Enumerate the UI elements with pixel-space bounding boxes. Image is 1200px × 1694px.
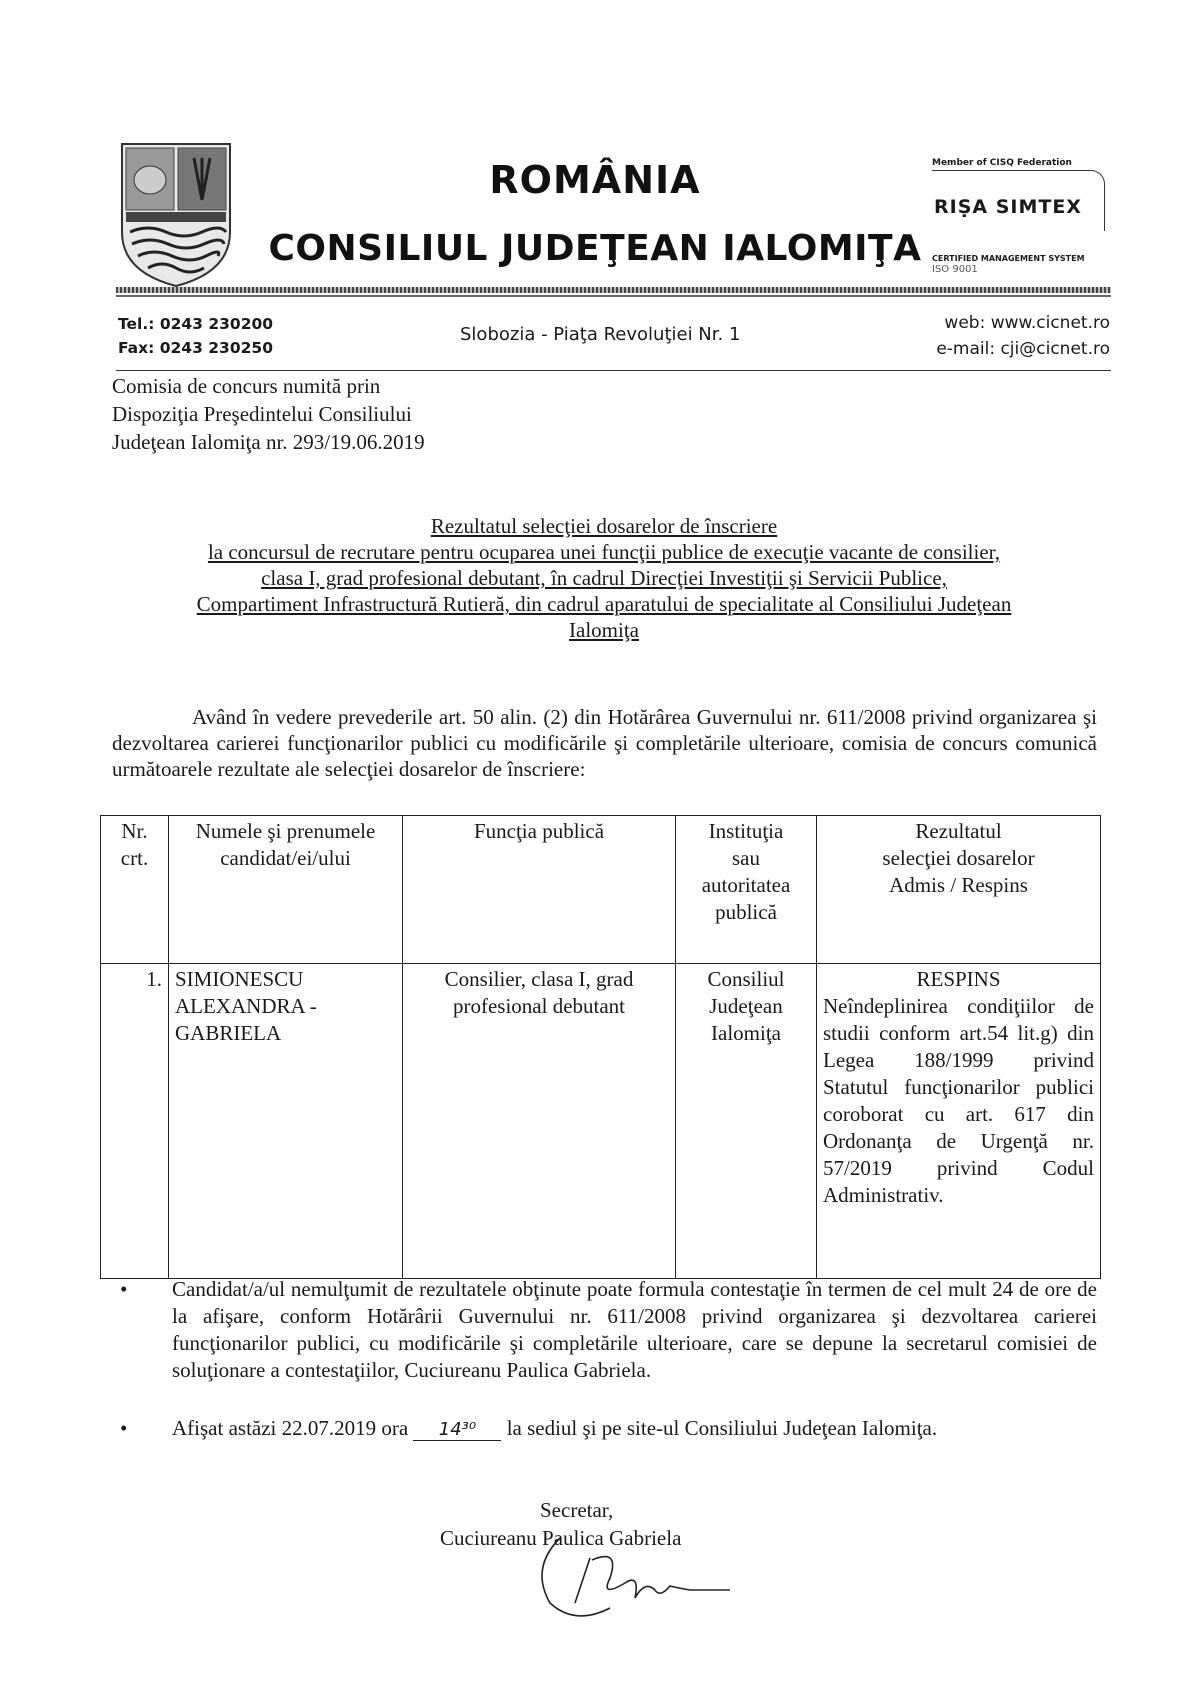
fax-number: Fax: 0243 230250 [118, 339, 273, 357]
bullet-icon: • [120, 1416, 128, 1440]
signatory-role: Secretar, [540, 1498, 614, 1522]
cell-nr: 1. [101, 964, 169, 1279]
header-function: Funcţia publică [403, 816, 676, 964]
heading-line: la concursul de recrutare pentru ocuparea unei funcţii publice de execuţie vacante de consilier, [207, 540, 1001, 564]
commission-line: Dispoziţia Preşedintelui Consiliului [112, 402, 412, 426]
commission-reference [112, 372, 425, 456]
commission-line: Judeţean Ialomiţa nr. 293/19.06.2019 [112, 430, 425, 454]
heading-line: Ialomiţa [569, 618, 639, 642]
bullet-icon: • [120, 1277, 128, 1301]
table-header-row [101, 816, 1101, 964]
cell-function: Consilier, clasa I, grad profesional debutant [403, 964, 676, 1279]
cell-result [817, 964, 1101, 1279]
intro-text: Având în vedere prevederile art. 50 alin. (2) din Hotărârea Guvernului nr. 611/2008 privind organizarea şi dezvoltarea carierei funcţionarilor publici cu modificările şi completările ulterioare, comisia de concurs comunică următoarele rezultate ale selecţiei dosarelor de înscriere: [112, 705, 1097, 781]
posted-time-handwritten: 14³⁰ [413, 1420, 501, 1441]
result-status: RESPINS [916, 967, 1001, 991]
web-email-block [840, 310, 1110, 362]
institution-title: CONSILIUL JUDEŢEAN IALOMIŢA [268, 228, 922, 269]
cell-institution: Consiliul Judeţean Ialomiţa [676, 964, 817, 1279]
rina-simtex-logo: RIṢA SIMTEX [934, 196, 1082, 218]
email-link[interactable]: e-mail: cji@cicnet.ro [936, 339, 1110, 359]
cisq-member-label: Member of CISQ Federation [932, 158, 1072, 168]
header-divider [116, 287, 1111, 293]
result-reason: Neîndeplinirea condiţiilor de studii conform art.54 lit.g) din Legea 188/1999 privind Statutul funcţionarilor publici coroborat cu art. 617 din Ordonanţa de Urgenţă nr. 57/2019 privind Codul Administrativ. [823, 994, 1094, 1207]
commission-line: Comisia de concurs numită prin [112, 374, 381, 398]
iso-label: ISO 9001 [932, 264, 978, 275]
country-title: ROMÂNIA [489, 158, 701, 202]
header-name: Numele şi prenumele candidat/ei/ului [169, 816, 403, 964]
website-link[interactable]: web: www.cicnet.ro [944, 313, 1110, 333]
results-table [100, 815, 1101, 1279]
header-nr: Nr. crt. [101, 816, 169, 964]
signatory-name: Cuciureanu Paulica Gabriela [440, 1526, 682, 1550]
contact-divider [116, 370, 1111, 371]
heading-line: clasa I, grad profesional debutant, în cadrul Direcţiei Investiţii şi Servicii Publice, [261, 566, 947, 590]
ialomita-coat-of-arms-logo [118, 140, 234, 288]
certified-system-label: CERTIFIED MANAGEMENT SYSTEM [932, 254, 1085, 263]
posted-note-text: Afişat astăzi 22.07.2019 ora 14³⁰ la sediul şi pe site-ul Consiliului Judeţean Ialomiţa. [172, 1416, 938, 1440]
address: Slobozia - Piaţa Revoluţiei Nr. 1 [460, 324, 741, 345]
header-divider-line [116, 295, 1111, 297]
heading-line: Rezultatul selecţiei dosarelor de înscriere [430, 514, 778, 538]
phone-fax-block [118, 312, 273, 360]
handwritten-signature [530, 1528, 750, 1628]
table-row [101, 964, 1101, 1279]
intro-paragraph [112, 704, 1097, 782]
cell-candidate-name: SIMIONESCU ALEXANDRA - GABRIELA [169, 964, 403, 1279]
document-heading [112, 513, 1096, 643]
heading-line: Compartiment Infrastructură Rutieră, din cadrul aparatului de specialitate al Consiliului Judeţean [196, 592, 1012, 616]
phone-number: Tel.: 0243 230200 [118, 315, 274, 333]
contest-note-text: Candidat/a/ul nemulţumit de rezultatele obţinute poate formula contestaţie în termen de cel mult 24 de ore de la afişare, conform Hotărârii Guvernului nr. 611/2008 privind organizarea şi dezvoltarea carierei funcţionarilor publici, cu modificările şi completările ulterioare, care se depune la secretarul comisiei de soluţionare a contestaţiilor, Cuciureanu Paulica Gabriela. [172, 1277, 1097, 1382]
header-result: Rezultatul selecţiei dosarelor Admis / Respins [817, 816, 1101, 964]
header-institution: Instituţia sau autoritatea publică [676, 816, 817, 964]
